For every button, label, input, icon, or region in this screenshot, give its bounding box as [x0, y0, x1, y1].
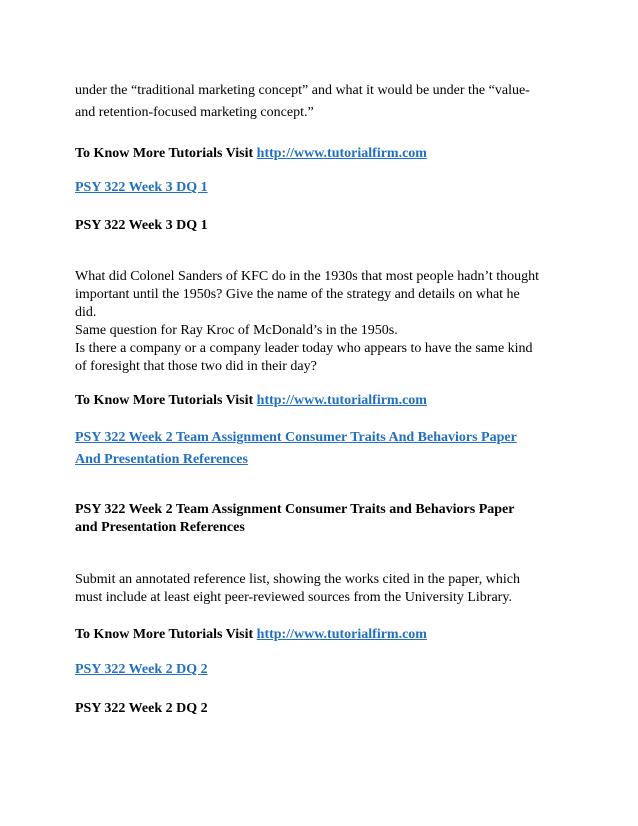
- section-title-dq2: PSY 322 Week 2 DQ 2: [75, 701, 208, 716]
- psy322-week3-dq1-link[interactable]: PSY 322 Week 3 DQ 1: [75, 180, 208, 195]
- section-title-team-assignment: PSY 322 Week 2 Team Assignment Consumer Traits and Behaviors Paper and Presentation References: [75, 502, 515, 535]
- heading-link-dq2: [75, 661, 565, 679]
- tutorialfirm-link-3[interactable]: http://www.tutorialfirm.com: [256, 627, 427, 642]
- question-paragraph: What did Colonel Sanders of KFC do in the 1930s that most people hadn’t thought important until the 1950s? Give the name of the strategy and details on what he did. Same question for Ray Kroc of McDonald’s in the 1950s. Is there a company or a company leader today who appears to have the same kind of foresight that those two did in their day?: [75, 269, 540, 374]
- tutorialfirm-link-1[interactable]: http://www.tutorialfirm.com: [256, 146, 427, 161]
- tutorialfirm-link-2[interactable]: http://www.tutorialfirm.com: [256, 393, 427, 408]
- heading-link-team-assignment: [75, 427, 565, 471]
- heading-link-dq1: [75, 179, 565, 197]
- tutorial-promo-3: To Know More Tutorials Visit http://www.tutorialfirm.com: [75, 627, 427, 642]
- intro-paragraph: under the “traditional marketing concept” and what it would be under the “value- and retention-focused marketing concept.”: [75, 83, 530, 120]
- psy322-week2-dq2-link[interactable]: PSY 322 Week 2 DQ 2: [75, 662, 208, 677]
- psy322-week2-team-assignment-link[interactable]: PSY 322 Week 2 Team Assignment Consumer Traits And Behaviors Paper And Presentation References: [75, 430, 517, 467]
- tutorial-promo-2: To Know More Tutorials Visit http://www.tutorialfirm.com: [75, 393, 427, 408]
- section-title-dq1: PSY 322 Week 3 DQ 1: [75, 218, 208, 233]
- submission-paragraph: Submit an annotated reference list, showing the works cited in the paper, which must include at least eight peer-reviewed sources from the University Library.: [75, 572, 520, 605]
- tutorial-promo-1: To Know More Tutorials Visit http://www.tutorialfirm.com: [75, 146, 427, 161]
